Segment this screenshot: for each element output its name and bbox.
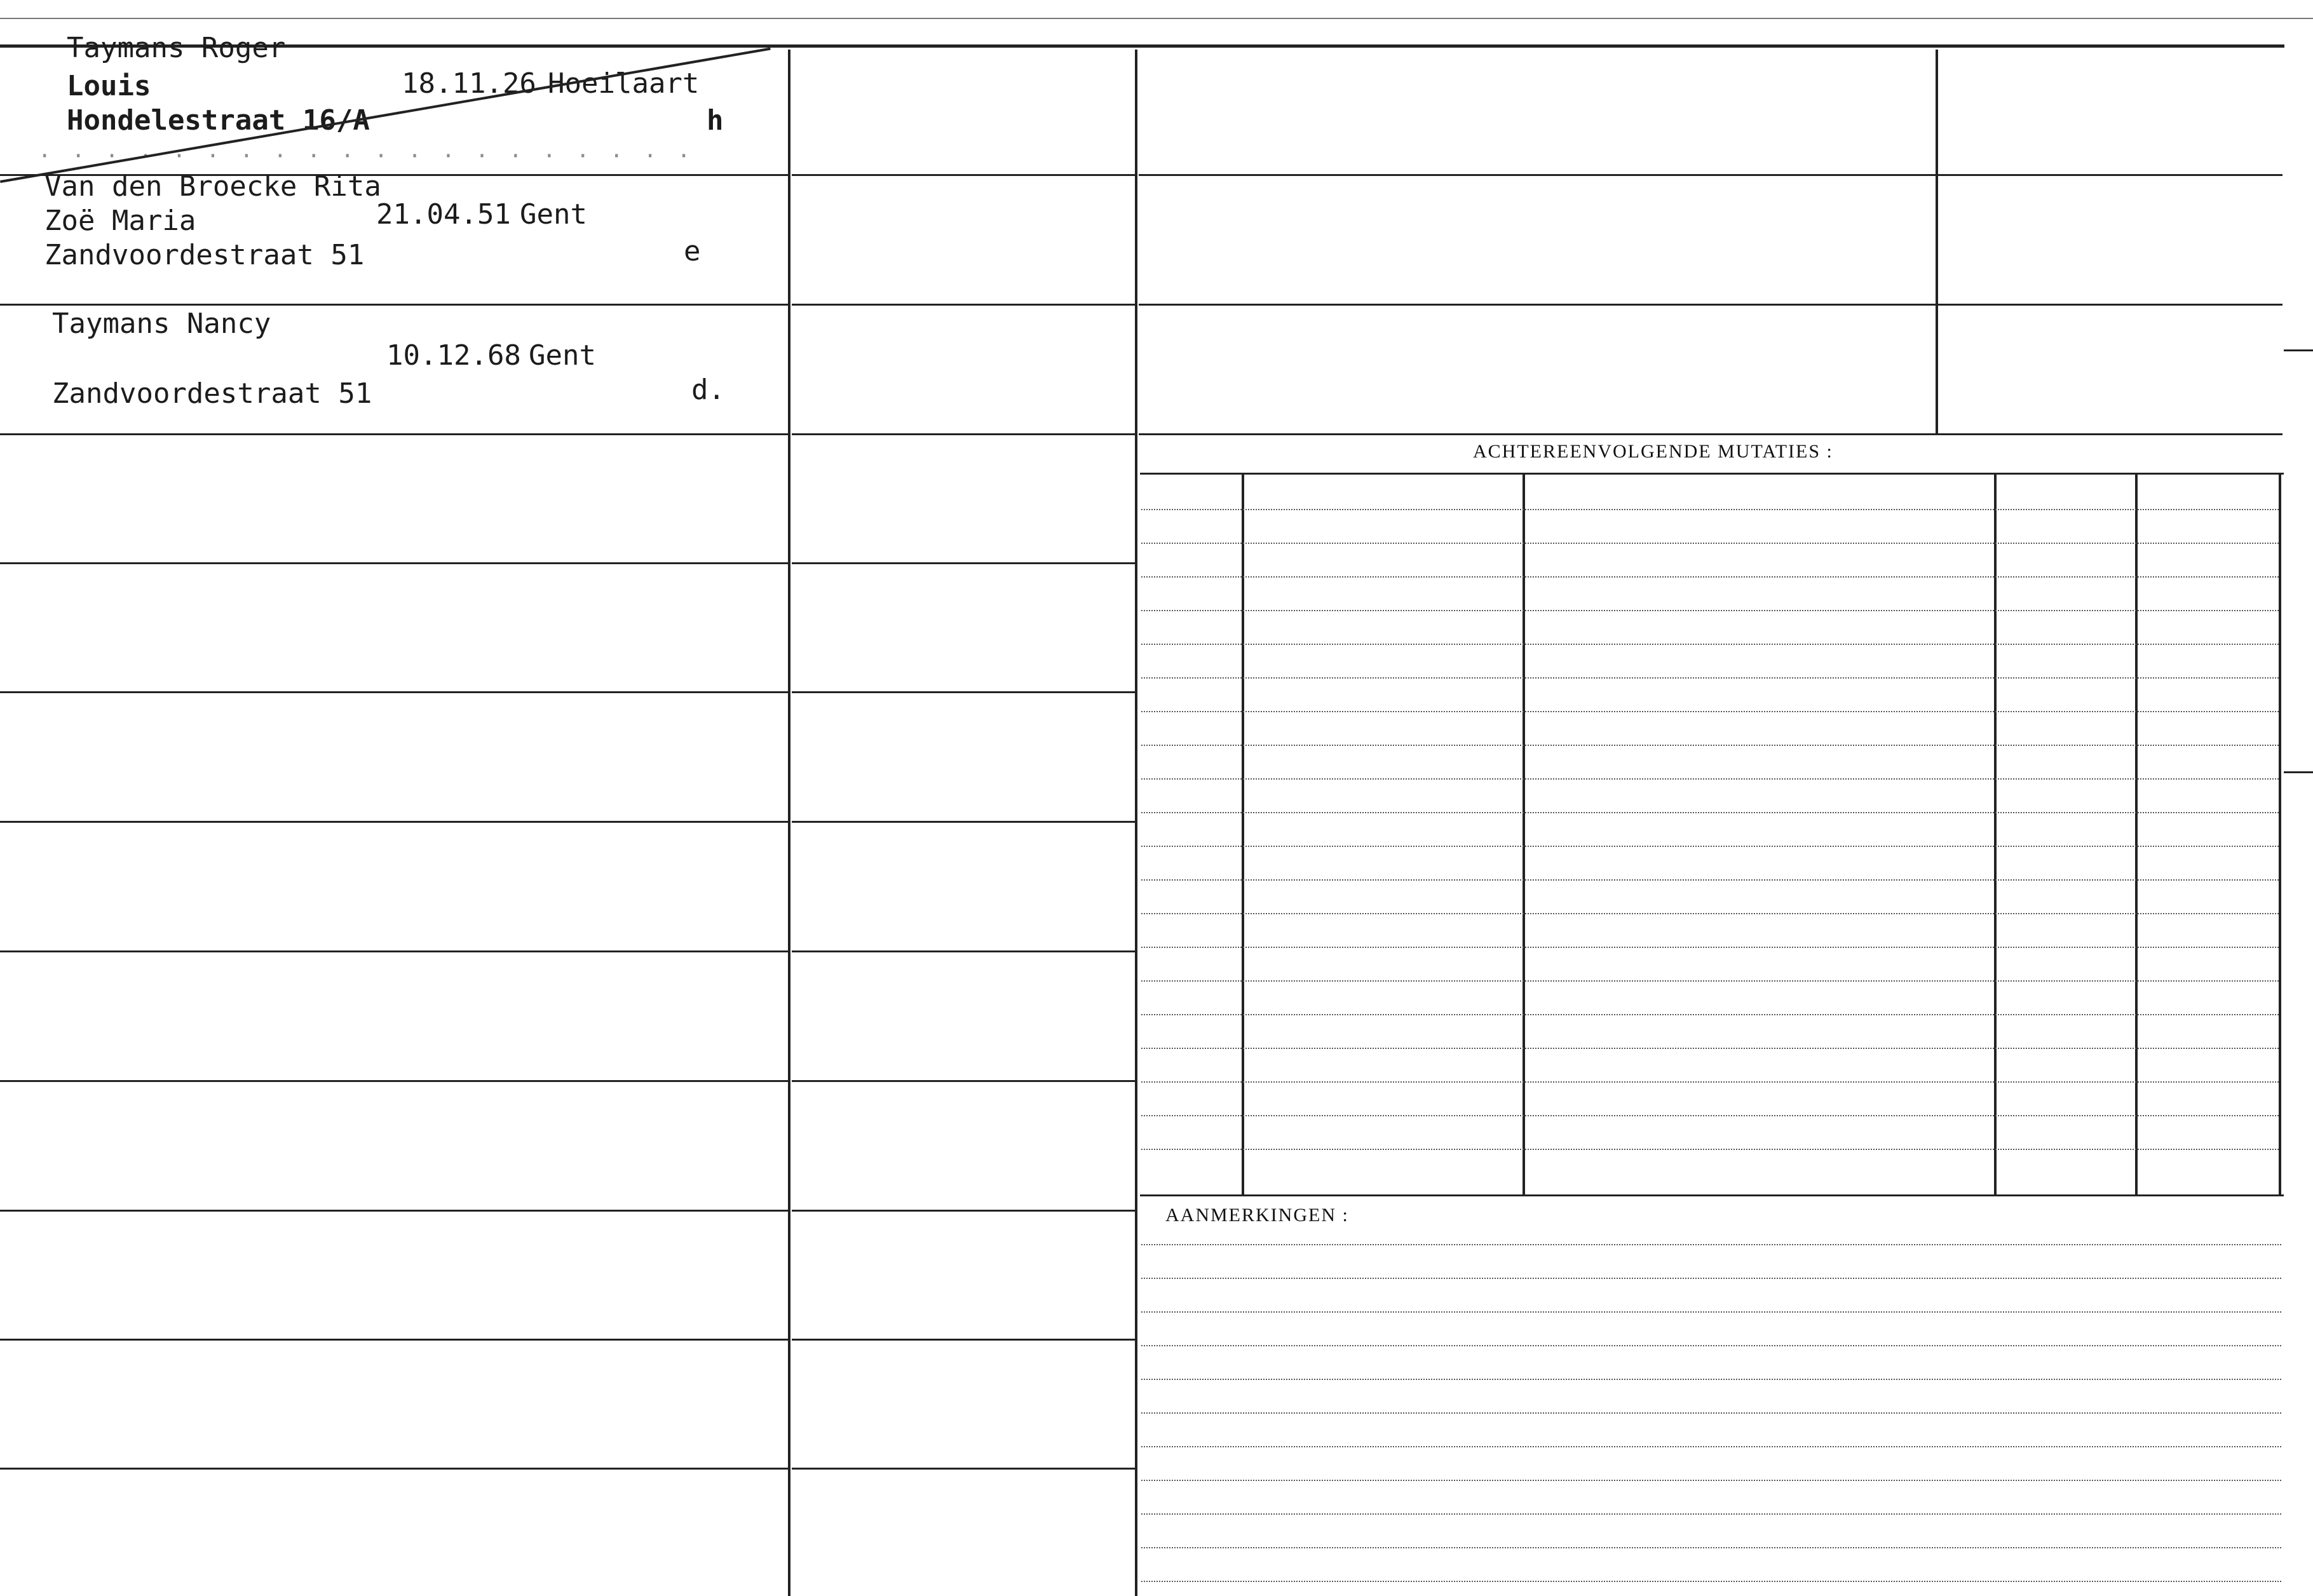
mutations-dotted-line [1141, 812, 2279, 813]
mutations-dotted-line [1141, 778, 2279, 780]
row-rule [0, 1468, 788, 1470]
header-rule [0, 44, 2284, 48]
mutations-dotted-line [1141, 543, 2279, 544]
row-rule [792, 950, 1135, 952]
mutations-dotted-line [1141, 846, 2279, 847]
mutations-top-rule [1140, 473, 2284, 475]
remarks-dotted-line [1141, 1581, 2281, 1582]
entry-2-birth-date: 21.04.51 [376, 198, 511, 231]
mutations-dotted-line [1141, 745, 2279, 746]
entry-2-code: e [684, 235, 701, 267]
entry-1-birth-place: Hoeilaart [548, 67, 700, 100]
entry-2-address: Zandvoordestraat 51 [44, 239, 365, 271]
right-row-rule [1139, 433, 2282, 435]
entry-1-name: Taymans Roger [67, 32, 286, 64]
entry-3-code: d. [691, 374, 725, 406]
row-rule [0, 304, 788, 306]
row-rule [792, 1210, 1135, 1212]
mutations-header: ACHTEREENVOLGENDE MUTATIES : [1473, 441, 1833, 462]
mutations-dotted-line [1141, 1048, 2279, 1049]
row-rule [0, 1210, 788, 1212]
remarks-dotted-line [1141, 1311, 2281, 1313]
row-rule [0, 950, 788, 952]
mutations-dotted-line [1141, 879, 2279, 881]
row-rule [792, 1468, 1135, 1470]
row-rule [792, 433, 1135, 435]
remarks-dotted-line [1141, 1480, 2281, 1481]
row-rule [0, 1339, 788, 1341]
mutations-col-line [1242, 475, 1244, 1194]
row-rule [792, 691, 1135, 693]
mutations-col-line [2279, 475, 2281, 1194]
remarks-header: AANMERKINGEN : [1165, 1205, 1349, 1226]
row-rule [792, 562, 1135, 564]
entry-3-birth-date: 10.12.68 [386, 339, 521, 372]
mutations-dotted-line [1141, 980, 2279, 982]
mutations-dotted-line [1141, 677, 2279, 679]
mutations-col-line [1994, 475, 1997, 1194]
margin-tick [2284, 771, 2313, 773]
entry-2-name: Van den Broecke Rita [44, 170, 381, 203]
row-rule [0, 691, 788, 693]
entry-1-given-name: Louis [67, 70, 151, 102]
mutations-dotted-line [1141, 509, 2279, 510]
mutations-dotted-line [1141, 1149, 2279, 1150]
mutations-dotted-line [1141, 576, 2279, 578]
right-row-rule [1139, 174, 2282, 176]
entry-3-name: Taymans Nancy [52, 308, 271, 340]
row-rule [792, 304, 1135, 306]
mutations-dotted-line [1141, 644, 2279, 645]
mutations-bottom-rule [1140, 1194, 2284, 1196]
column-divider-1 [788, 50, 790, 1596]
mutations-col-line [2135, 475, 2138, 1194]
row-rule [792, 1080, 1135, 1082]
mutations-dotted-line [1141, 1014, 2279, 1015]
column-divider-2 [1135, 50, 1137, 1596]
mutations-dotted-line [1141, 711, 2279, 712]
entry-1-birth-date: 18.11.26 [402, 67, 536, 100]
mutations-dotted-line [1141, 913, 2279, 914]
top-edge-line [0, 18, 2313, 19]
remarks-dotted-line [1141, 1513, 2281, 1515]
row-rule [0, 1080, 788, 1082]
row-rule [0, 433, 788, 435]
remarks-dotted-line [1141, 1244, 2281, 1245]
remarks-dotted-line [1141, 1345, 2281, 1346]
remarks-dotted-line [1141, 1412, 2281, 1414]
mutations-dotted-line [1141, 1081, 2279, 1083]
remarks-dotted-line [1141, 1278, 2281, 1279]
remarks-dotted-line [1141, 1547, 2281, 1548]
entry-1-illegible-line: · · · · · · · · · · · · · · · · · · · · [38, 144, 695, 169]
row-rule [792, 1339, 1135, 1341]
entry-1-address: Hondelestraat 16/A [67, 104, 370, 137]
entry-3-address: Zandvoordestraat 51 [52, 377, 372, 410]
mutations-col-line [1523, 475, 1525, 1194]
entry-3-birth-place: Gent [529, 339, 596, 372]
row-rule [792, 821, 1135, 823]
entry-2-given-name: Zoë Maria [44, 205, 196, 237]
mutations-dotted-line [1141, 1115, 2279, 1116]
entry-1-code: h [707, 104, 724, 137]
remarks-dotted-line [1141, 1446, 2281, 1447]
right-block-divider [1936, 50, 1938, 433]
mutations-dotted-line [1141, 610, 2279, 611]
row-rule [792, 174, 1135, 176]
mutations-dotted-line [1141, 947, 2279, 948]
margin-tick [2284, 349, 2313, 351]
entry-2-birth-place: Gent [520, 198, 587, 231]
remarks-dotted-line [1141, 1379, 2281, 1380]
row-rule [0, 821, 788, 823]
right-row-rule [1139, 304, 2282, 306]
row-rule [0, 562, 788, 564]
